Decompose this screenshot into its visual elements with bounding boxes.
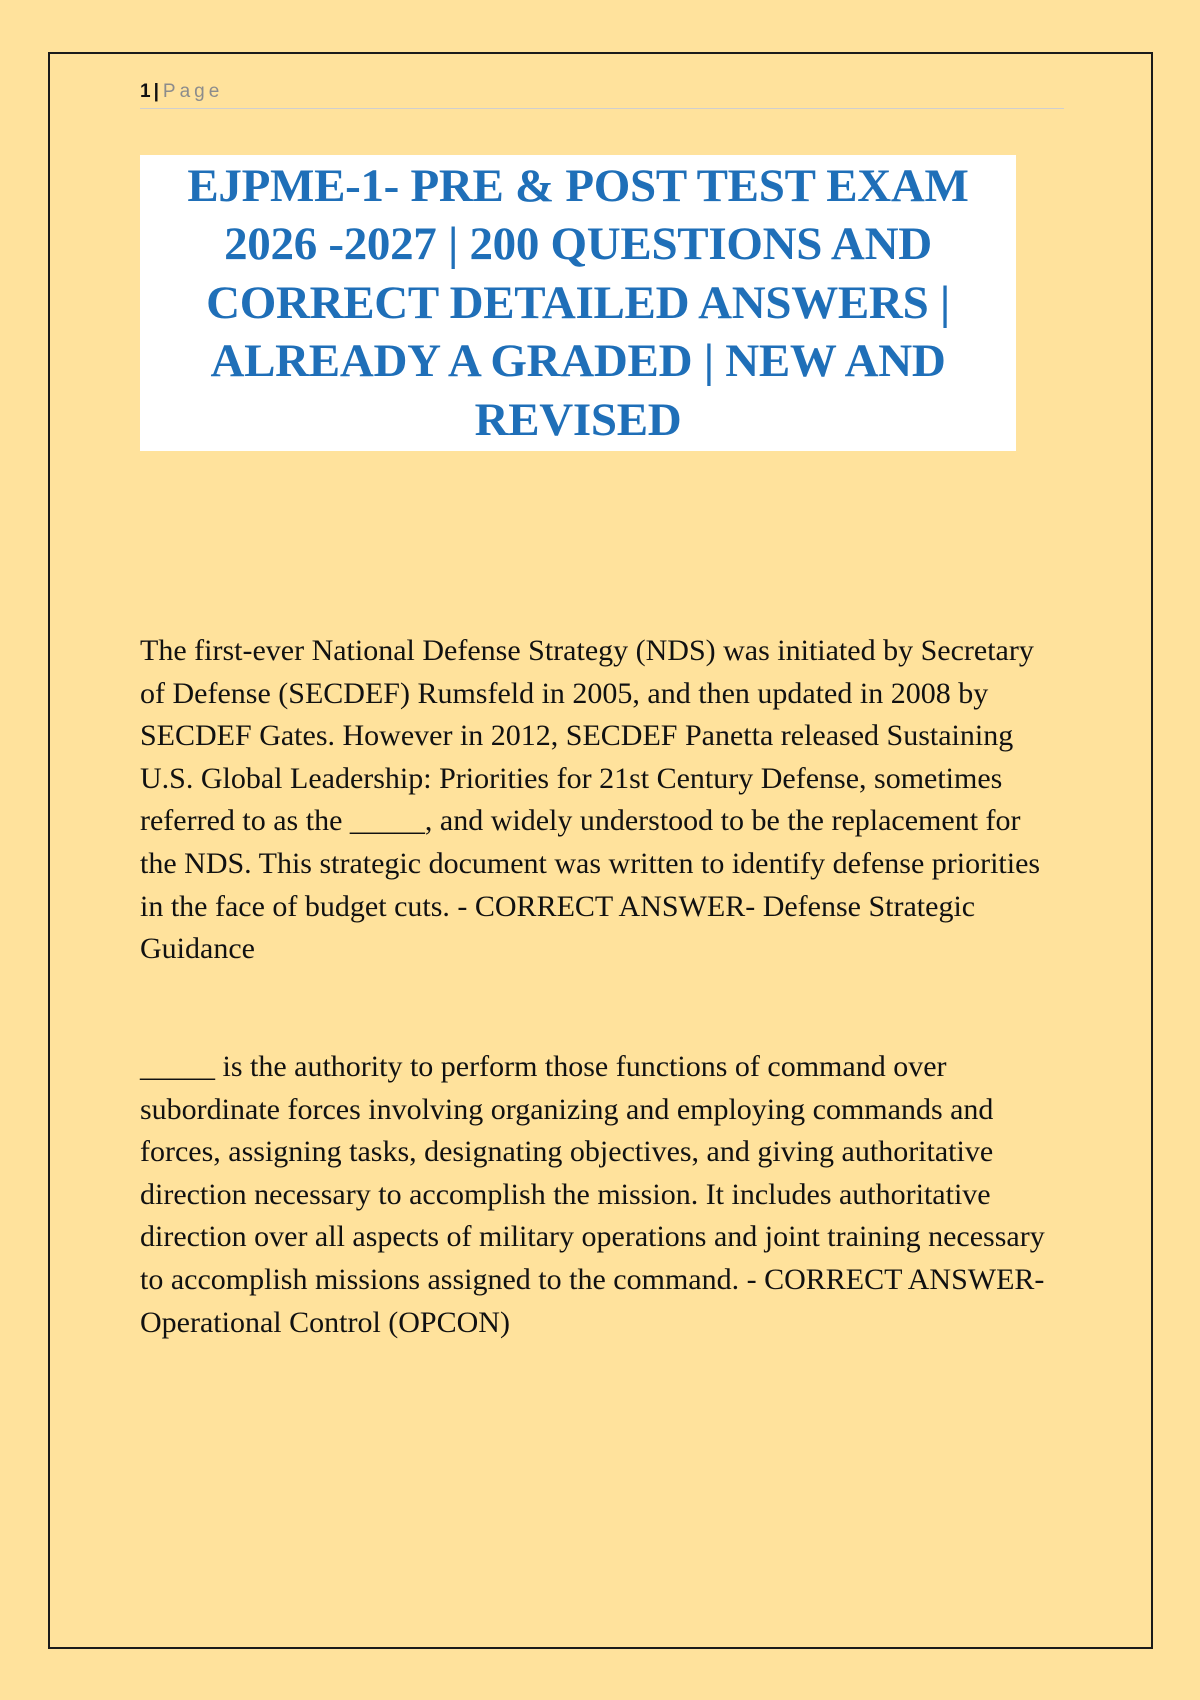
page-label: Page <box>162 81 224 102</box>
page-number: 1 <box>140 81 151 102</box>
question-answer-2: _____ is the authority to perform those functions of command over subordinate forces involving organizing and employing commands and forces, assigning tasks, designating objectives, and giving authoritative direction necessary to accomplish the mission. It includes authoritative direction over all aspects of military operations and joint training necessary to accomplish missions assigned to the command. - CORRECT ANSWER- Operational Control (OPCON) <box>140 1050 1045 1339</box>
title-box <box>140 155 1016 451</box>
page-header <box>140 78 1064 109</box>
document-title: EJPME-1- PRE & POST TEST EXAM 2026 -2027 | 200 QUESTIONS AND CORRECT DETAILED ANSWERS | ALREADY A GRADED | NEW AND REVISED <box>187 159 969 446</box>
page-separator: | <box>153 81 159 102</box>
question-answer-1: The first-ever National Defense Strategy (NDS) was initiated by Secretary of Defense (SECDEF) Rumsfeld in 2005, and then updated in 2008 by SECDEF Gates. However in 2012, SECDEF Panetta released Sustaining U.S. Global Leadership: Priorities for 21st Century Defense, sometimes referred to as the _____, and widely understood to be the replacement for the NDS. This strategic document was written to identify defense priorities in the face of budget cuts. - CORRECT ANSWER- Defense Strategic Guidance <box>140 634 1041 966</box>
